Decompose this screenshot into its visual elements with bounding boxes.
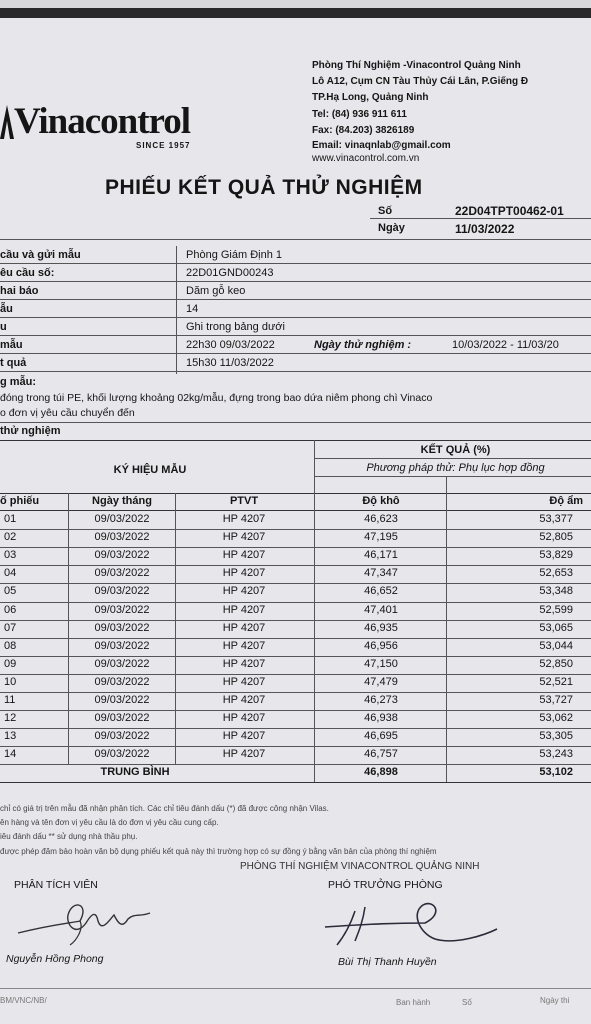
table-cell: 52,850 bbox=[539, 657, 573, 670]
sample-line-1: đóng trong túi PE, khối lượng khoảng 02kg/mẫu, đựng trong bao dứa niêm phong chì Vinaco bbox=[0, 392, 433, 404]
table-cell: 52,805 bbox=[539, 531, 573, 544]
table-cell: 47,195 bbox=[364, 531, 398, 544]
table-cell: 53,305 bbox=[539, 730, 573, 743]
table-cell: 53,065 bbox=[539, 621, 573, 634]
table-cell: 46,273 bbox=[364, 694, 398, 706]
table-cell: 09/03/2022 bbox=[94, 567, 150, 580]
average-label: TRUNG BÌNH bbox=[100, 766, 170, 778]
logo-text: Vinacontrol bbox=[14, 101, 191, 142]
left-role: PHÂN TÍCH VIÊN bbox=[14, 879, 98, 891]
table-cell: HP 4207 bbox=[222, 657, 266, 670]
table-cell: 53,829 bbox=[539, 549, 573, 562]
table-cell: 05 bbox=[4, 585, 17, 598]
table-cell: 13 bbox=[4, 730, 17, 743]
test-date-value: 10/03/2022 - 11/03/20 bbox=[452, 339, 559, 351]
info-label-4: ẫu bbox=[0, 303, 13, 315]
logo-mark-icon bbox=[0, 105, 14, 139]
average-moist: 53,102 bbox=[539, 766, 573, 778]
table-cell: 09/03/2022 bbox=[94, 675, 150, 688]
left-name: Nguyễn Hồng Phong bbox=[6, 953, 104, 965]
table-cell: HP 4207 bbox=[222, 585, 266, 598]
table-cell: 09/03/2022 bbox=[94, 549, 150, 562]
table-cell: HP 4207 bbox=[222, 730, 266, 743]
table-cell: 52,653 bbox=[539, 567, 573, 580]
table-cell: 11 bbox=[4, 694, 16, 706]
footer-left: BM/VNC/NB/ bbox=[0, 996, 47, 1005]
table-cell: 53,243 bbox=[539, 748, 573, 761]
note-4: được phép đăm bảo hoàn văn bộ dụng phiếu kết quả này thì trường hợp có sự đồng ý bằng văn bản của phòng thí nghiệm bbox=[0, 847, 437, 856]
table-cell: HP 4207 bbox=[222, 603, 266, 616]
table-cell: 02 bbox=[4, 531, 17, 544]
info-value-3: Dăm gỗ keo bbox=[186, 285, 246, 297]
info-label-1: cầu và gửi mẫu bbox=[0, 249, 81, 261]
table-cell: 09/03/2022 bbox=[94, 603, 150, 616]
table-cell: HP 4207 bbox=[222, 748, 266, 761]
table-cell: 46,623 bbox=[364, 513, 398, 525]
table-cell: HP 4207 bbox=[222, 712, 266, 725]
sample-label: g mẫu: bbox=[0, 376, 37, 388]
col-header-1: ố phiếu bbox=[0, 495, 40, 507]
table-cell: 53,348 bbox=[539, 585, 573, 598]
table-cell: 14 bbox=[4, 748, 17, 761]
info-value-4: 14 bbox=[186, 303, 199, 315]
ngay-label: Ngày bbox=[378, 222, 405, 234]
table-cell: HP 4207 bbox=[222, 675, 266, 688]
table-cell: 10 bbox=[4, 675, 17, 688]
page-title: PHIẾU KẾT QUẢ THỬ NGHIỆM bbox=[105, 176, 423, 199]
table-cell: HP 4207 bbox=[222, 567, 266, 580]
result-header: KẾT QUẢ (%) bbox=[420, 444, 491, 456]
top-edge bbox=[0, 8, 591, 18]
right-name: Bùi Thị Thanh Huyền bbox=[338, 956, 437, 968]
table-cell: 06 bbox=[4, 603, 17, 616]
col-header-4: Độ khô bbox=[362, 495, 400, 507]
lab-line-6: Email: vinaqnlab@gmail.com bbox=[312, 140, 451, 151]
table-cell: 53,062 bbox=[539, 712, 573, 725]
sample-line-2: o đơn vị yêu cầu chuyển đến bbox=[0, 407, 135, 419]
table-cell: HP 4207 bbox=[222, 531, 266, 544]
table-cell: 46,956 bbox=[364, 639, 398, 652]
logo-since: SINCE 1957 bbox=[136, 141, 191, 150]
ngay-value: 11/03/2022 bbox=[455, 222, 515, 236]
table-cell: 47,347 bbox=[364, 567, 398, 580]
table-cell: HP 4207 bbox=[222, 639, 266, 652]
lab-line-5: Fax: (84.203) 3826189 bbox=[312, 125, 415, 136]
table-cell: 53,727 bbox=[539, 694, 573, 706]
info-value-1: Phòng Giám Định 1 bbox=[186, 249, 282, 261]
table-cell: 46,938 bbox=[364, 712, 398, 725]
so-label: Số bbox=[378, 205, 393, 217]
info-label-7: t quả bbox=[0, 357, 27, 369]
right-signature-icon bbox=[315, 893, 505, 951]
table-cell: 52,599 bbox=[539, 603, 573, 616]
table-cell: 03 bbox=[4, 549, 17, 562]
table-cell: 09/03/2022 bbox=[94, 513, 150, 525]
table-cell: 09/03/2022 bbox=[94, 639, 150, 652]
table-cell: HP 4207 bbox=[222, 549, 266, 562]
lab-line-4: Tel: (84) 936 911 611 bbox=[312, 109, 407, 120]
table-cell: 04 bbox=[4, 567, 17, 580]
col-header-2: Ngày tháng bbox=[92, 495, 152, 507]
col-header-3: PTVT bbox=[229, 495, 259, 507]
table-cell: 47,401 bbox=[364, 603, 398, 616]
note-2: ên hàng và tên đơn vị yêu cầu là do đơn vị yêu cầu cung cấp. bbox=[0, 818, 219, 827]
info-label-5: u bbox=[0, 321, 7, 333]
table-cell: HP 4207 bbox=[222, 694, 266, 706]
table-cell: HP 4207 bbox=[222, 621, 266, 634]
table-cell: HP 4207 bbox=[222, 513, 266, 525]
test-date-label: Ngày thử nghiệm : bbox=[314, 339, 412, 351]
sign-org-line: PHÒNG THÍ NGHIỆM VINACONTROL QUẢNG NINH bbox=[240, 861, 480, 872]
so-value: 22D04TPT00462-01 bbox=[455, 204, 564, 218]
table-cell: 01 bbox=[4, 513, 17, 525]
table-cell: 46,935 bbox=[364, 621, 398, 634]
table-cell: 47,479 bbox=[364, 675, 398, 688]
table-cell: 53,377 bbox=[539, 513, 573, 525]
info-value-7: 15h30 11/03/2022 bbox=[186, 357, 274, 369]
table-cell: 09/03/2022 bbox=[94, 657, 150, 670]
table-cell: 08 bbox=[4, 639, 17, 652]
table-cell: 09/03/2022 bbox=[94, 621, 150, 634]
lab-line-1: Phòng Thí Nghiệm -Vinacontrol Quảng Ninh bbox=[312, 60, 521, 71]
table-cell: 46,652 bbox=[364, 585, 398, 598]
table-cell: 09/03/2022 bbox=[94, 748, 150, 761]
table-cell: 09/03/2022 bbox=[94, 585, 150, 598]
table-cell: 07 bbox=[4, 621, 17, 634]
footer-right: Ngày thi bbox=[540, 996, 570, 1005]
table-cell: 09 bbox=[4, 657, 17, 670]
table-cell: 46,171 bbox=[364, 549, 398, 562]
table-cell: 47,150 bbox=[364, 657, 398, 670]
average-dry: 46,898 bbox=[364, 766, 398, 778]
table-cell: 12 bbox=[4, 712, 17, 725]
document-sheet bbox=[0, 8, 591, 1024]
table-cell: 09/03/2022 bbox=[94, 694, 150, 706]
col-header-5: Độ ẩm bbox=[549, 495, 583, 507]
info-value-6: 22h30 09/03/2022 bbox=[186, 339, 275, 351]
info-label-6: mẫu bbox=[0, 339, 23, 351]
table-cell: 52,521 bbox=[539, 675, 573, 688]
info-value-5: Ghi trong bảng dưới bbox=[186, 321, 285, 333]
results-label: thử nghiệm bbox=[0, 425, 61, 437]
lab-line-2: Lô A12, Cụm CN Tàu Thủy Cái Lân, P.Giếng Đ bbox=[312, 76, 529, 87]
table-cell: 09/03/2022 bbox=[94, 531, 150, 544]
table-cell: 09/03/2022 bbox=[94, 730, 150, 743]
info-value-2: 22D01GND00243 bbox=[186, 267, 274, 279]
info-label-2: êu cầu số: bbox=[0, 267, 55, 279]
note-3: iêu đánh dấu ** sử dụng nhà thầu phụ. bbox=[0, 832, 138, 841]
footer-mid-2: Số bbox=[462, 998, 472, 1007]
group-header: KÝ HIỆU MẪU bbox=[113, 464, 187, 476]
info-label-3: hai báo bbox=[0, 285, 39, 297]
lab-line-3: TP.Hạ Long, Quảng Ninh bbox=[312, 92, 429, 103]
method-header: Phương pháp thử: Phụ lục hợp đồng bbox=[366, 462, 545, 474]
table-cell: 46,695 bbox=[364, 730, 398, 743]
note-1: chỉ có giá trị trên mẫu đã nhận phân tích. Các chỉ tiêu đánh dấu (*) đã được công nhận Vilas. bbox=[0, 804, 329, 813]
table-cell: 46,757 bbox=[364, 748, 398, 761]
lab-line-7: www.vinacontrol.com.vn bbox=[312, 153, 420, 164]
right-role: PHÓ TRƯỞNG PHÒNG bbox=[328, 879, 443, 891]
footer-mid-1: Ban hành bbox=[396, 998, 431, 1007]
table-cell: 53,044 bbox=[539, 639, 573, 652]
left-signature-icon bbox=[10, 893, 160, 948]
table-cell: 09/03/2022 bbox=[94, 712, 150, 725]
